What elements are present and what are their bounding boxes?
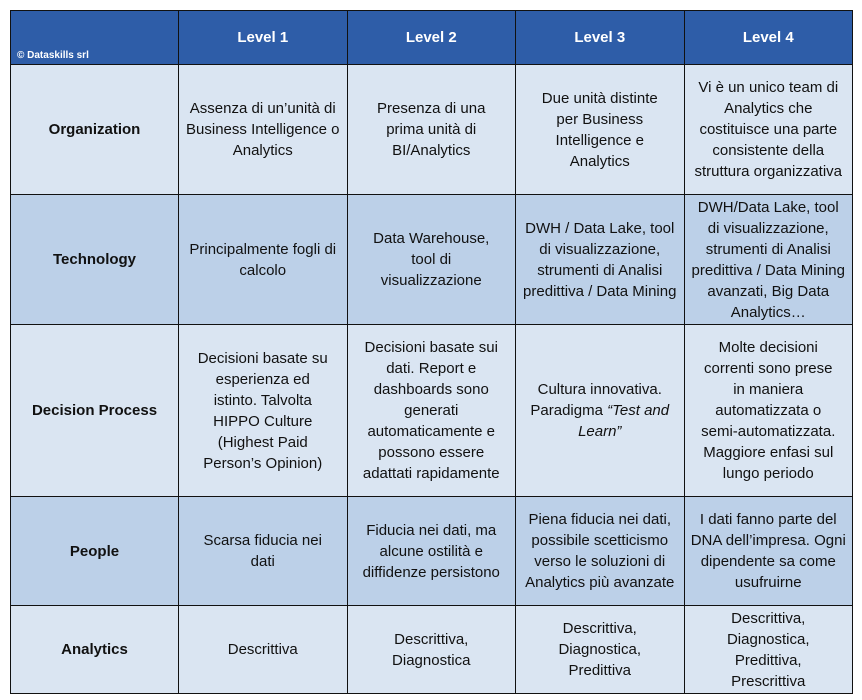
cell-analytics-level-3: Descrittiva, Diagnostica, Predittiva xyxy=(516,606,685,694)
row-decision-process xyxy=(11,325,853,497)
decision-process-level-3-text: Cultura innovativa. Paradigma xyxy=(530,381,662,419)
cell-people-level-3: Piena fiducia nei dati, possibile scetticismo verso le soluzioni di Analytics più avanzate xyxy=(516,497,685,606)
level-2-header: Level 2 xyxy=(347,11,516,65)
cell-analytics-level-1: Descrittiva xyxy=(179,606,348,694)
cell-organization-level-3: Due unità distinte per Business Intelligence e Analytics xyxy=(516,65,685,195)
level-3-header: Level 3 xyxy=(516,11,685,65)
level-4-header: Level 4 xyxy=(684,11,853,65)
cell-technology-level-1: Principalmente fogli di calcolo xyxy=(179,195,348,325)
cell-organization-level-2: Presenza di una prima unità di BI/Analytics xyxy=(347,65,516,195)
maturity-model-table xyxy=(10,10,853,694)
cell-people-level-2: Fiducia nei dati, ma alcune ostilità e diffidenze persistono xyxy=(347,497,516,606)
row-label-organization: Organization xyxy=(11,65,179,195)
cell-analytics-level-2: Descrittiva, Diagnostica xyxy=(347,606,516,694)
cell-decision-process-level-3 xyxy=(516,325,685,497)
row-label-decision-process: Decision Process xyxy=(11,325,179,497)
corner-cell xyxy=(11,11,179,65)
header-row xyxy=(11,11,853,65)
cell-technology-level-3: DWH / Data Lake, tool di visualizzazione, strumenti di Analisi predittiva / Data Mining xyxy=(516,195,685,325)
cell-organization-level-4: Vi è un unico team di Analytics che costituisce una parte consistente della struttura organizzativa xyxy=(684,65,853,195)
row-label-analytics: Analytics xyxy=(11,606,179,694)
decision-process-level-3-emphasis: “Test and Learn” xyxy=(578,402,670,440)
level-1-header: Level 1 xyxy=(179,11,348,65)
row-label-technology: Technology xyxy=(11,195,179,325)
copyright-notice: © Dataskills srl xyxy=(17,50,89,61)
row-people xyxy=(11,497,853,606)
row-analytics xyxy=(11,606,853,694)
cell-technology-level-4: DWH/Data Lake, tool di visualizzazione, strumenti di Analisi predittiva / Data Mining avanzati, Big Data Analytics… xyxy=(684,195,853,325)
cell-organization-level-1: Assenza di un’unità di Business Intelligence o Analytics xyxy=(179,65,348,195)
cell-technology-level-2: Data Warehouse, tool di visualizzazione xyxy=(347,195,516,325)
cell-people-level-1: Scarsa fiducia nei dati xyxy=(179,497,348,606)
cell-decision-process-level-1: Decisioni basate su esperienza ed istinto. Talvolta HIPPO Culture (Highest Paid Person’s Opinion) xyxy=(179,325,348,497)
cell-decision-process-level-4: Molte decisioni correnti sono prese in maniera automatizzata o semi-automatizzata. Maggiore enfasi sul lungo periodo xyxy=(684,325,853,497)
row-label-people: People xyxy=(11,497,179,606)
row-organization xyxy=(11,65,853,195)
cell-decision-process-level-2: Decisioni basate sui dati. Report e dashboards sono generati automaticamente e possono essere adattati rapidamente xyxy=(347,325,516,497)
cell-analytics-level-4: Descrittiva, Diagnostica, Predittiva, Prescrittiva xyxy=(684,606,853,694)
cell-people-level-4: I dati fanno parte del DNA dell’impresa. Ogni dipendente sa come usufruirne xyxy=(684,497,853,606)
row-technology xyxy=(11,195,853,325)
